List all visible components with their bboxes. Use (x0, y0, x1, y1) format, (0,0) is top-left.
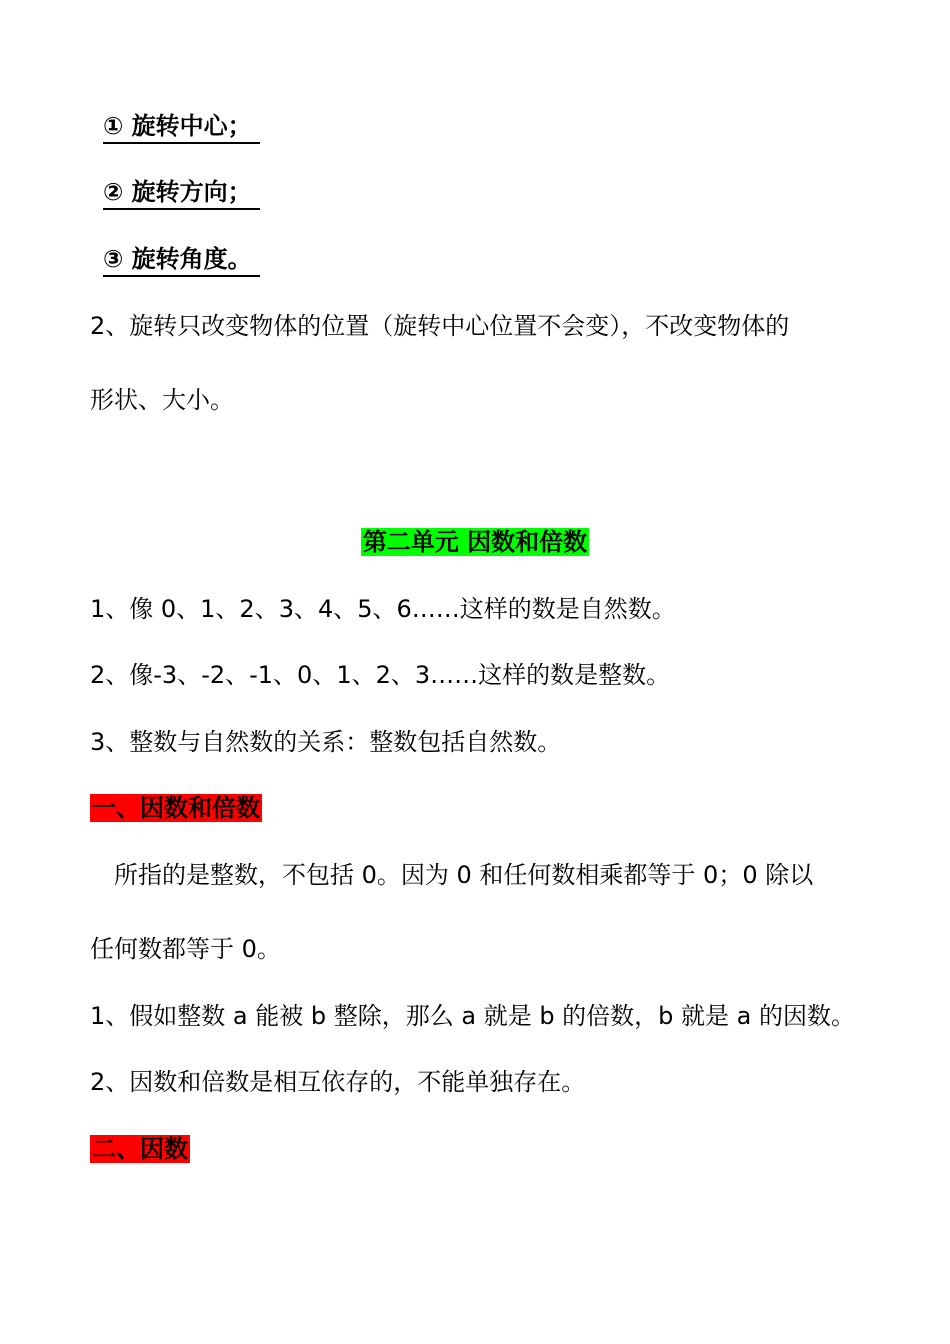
rotation-point-2-line-1: 2、旋转只改变物体的位置（旋转中心位置不会变），不改变物体的 (90, 312, 790, 340)
rotation-element-text: ② 旋转方向； (103, 176, 260, 210)
rotation-element-angle (103, 243, 260, 277)
rotation-element-text: ① 旋转中心； (103, 110, 260, 144)
section-heading-factors (90, 1133, 190, 1165)
section-note-line-2: 任何数都等于 0。 (90, 935, 281, 963)
unit-title-text: 第二单元 因数和倍数 (362, 528, 588, 556)
unit-point-1: 1、像 0、1、2、3、4、5、6……这样的数是自然数。 (90, 595, 676, 623)
unit-title (0, 526, 950, 558)
section-point-1: 1、假如整数 a 能被 b 整除，那么 a 就是 b 的倍数，b 就是 a 的因数。 (90, 1002, 856, 1030)
unit-point-2: 2、像-3、-2、-1、0、1、2、3……这样的数是整数。 (90, 661, 671, 689)
rotation-element-center (103, 110, 260, 144)
section-note-line-1: 所指的是整数，不包括 0。因为 0 和任何数相乘都等于 0；0 除以 (114, 861, 814, 889)
rotation-element-text: ③ 旋转角度。 (103, 243, 260, 277)
rotation-element-direction (103, 176, 260, 210)
section-heading-text: 二、因数 (92, 1135, 188, 1163)
section-point-2: 2、因数和倍数是相互依存的，不能单独存在。 (90, 1068, 586, 1096)
rotation-point-2-line-2: 形状、大小。 (90, 386, 234, 414)
section-heading-text: 一、因数和倍数 (92, 794, 260, 822)
section-heading-factors-multiples (90, 792, 262, 824)
unit-point-3: 3、整数与自然数的关系：整数包括自然数。 (90, 728, 562, 756)
